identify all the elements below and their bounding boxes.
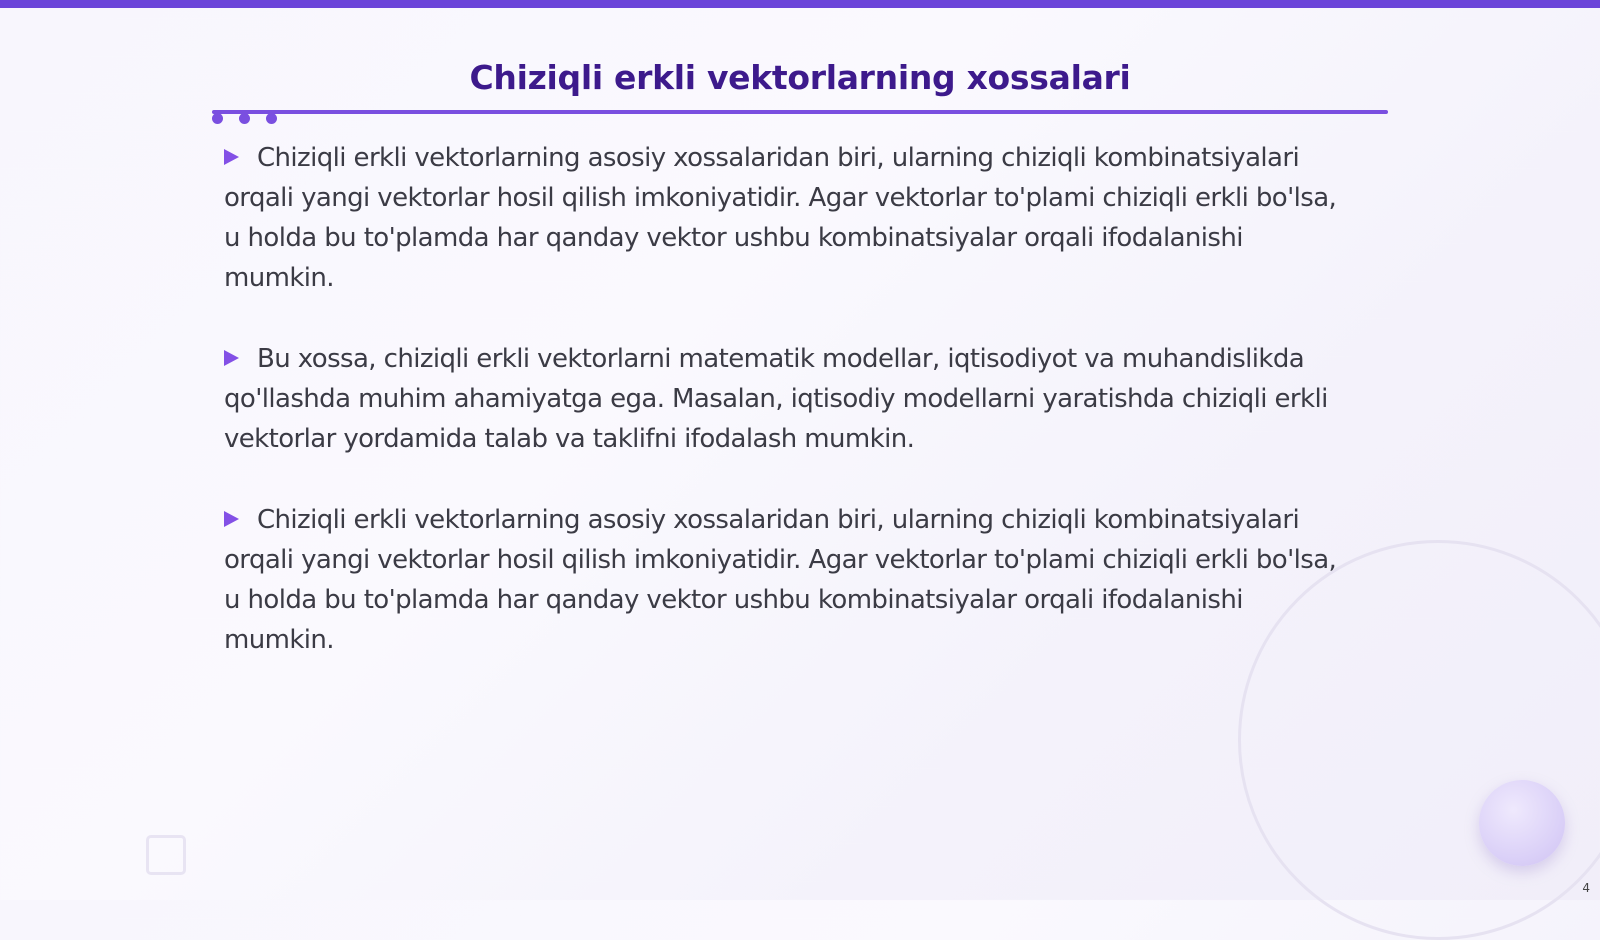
page-number: 4 xyxy=(1582,881,1590,895)
decorative-square-outline xyxy=(146,835,186,875)
bullet-text: Bu xossa, chiziqli erkli vektorlarni matematik modellar, iqtisodiyot va muhandislikda qo'llashda muhim ahamiyatga ega. Masalan, iqtisodiy modellarni yaratishda chiziqli erkli vektorlar yordamida talab va taklifni ifodalash mumkin. xyxy=(224,344,1328,454)
decorative-dot xyxy=(266,113,277,124)
decorative-dot xyxy=(239,113,250,124)
bullet-item xyxy=(224,339,1344,459)
triangle-bullet-icon xyxy=(224,350,239,366)
bullet-text: Chiziqli erkli vektorlarning asosiy xossalaridan biri, ularning chiziqli kombinatsiyalari orqali yangi vektorlar hosil qilish imkoniyatidir. Agar vektorlar to'plami chiziqli erkli bo'lsa, u holda bu to'plamda har qanday vektor ushbu kombinatsiyalar orqali ifodalanishi mumkin. xyxy=(224,143,1337,293)
triangle-bullet-icon xyxy=(224,149,239,165)
bullet-list xyxy=(224,138,1344,701)
bullet-item xyxy=(224,500,1344,660)
top-accent-bar xyxy=(0,0,1600,8)
title-underline xyxy=(212,110,1388,114)
bullet-text: Chiziqli erkli vektorlarning asosiy xossalaridan biri, ularning chiziqli kombinatsiyalari orqali yangi vektorlar hosil qilish imkoniyatidir. Agar vektorlar to'plami chiziqli erkli bo'lsa, u holda bu to'plamda har qanday vektor ushbu kombinatsiyalar orqali ifodalanishi mumkin. xyxy=(224,505,1337,655)
triangle-bullet-icon xyxy=(224,511,239,527)
bullet-item xyxy=(224,138,1344,298)
decorative-bubble xyxy=(1479,780,1565,866)
decorative-dot xyxy=(212,113,223,124)
slide-title: Chiziqli erkli vektorlarning xossalari xyxy=(469,58,1131,97)
